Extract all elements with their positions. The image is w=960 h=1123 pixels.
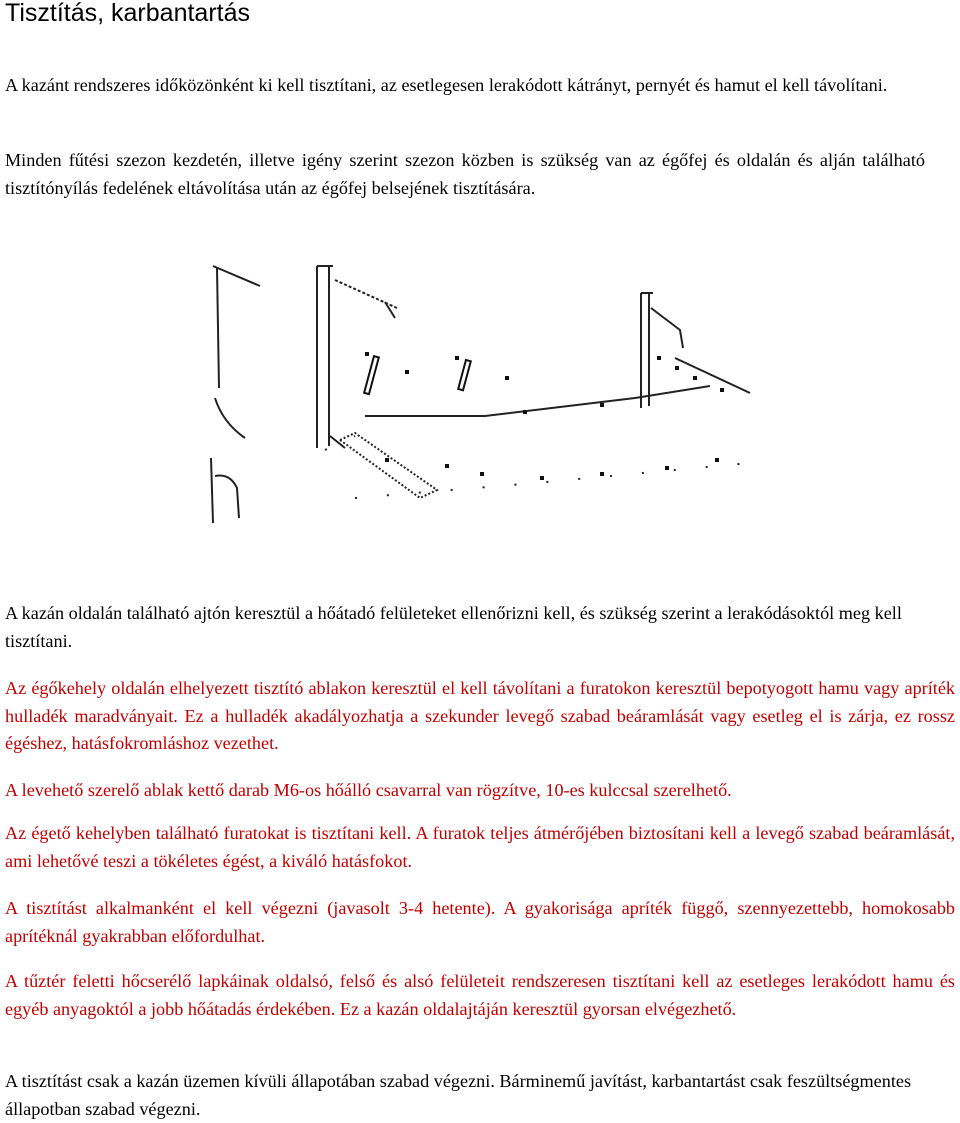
paragraph-burner-cleaning	[5, 147, 925, 202]
paragraph-side-door	[5, 600, 925, 655]
paragraph-frequency-text-a: A tisztítást alkalmanként el kell végezni (javasolt 3-4 hetente).	[5, 898, 496, 918]
paragraph-holes-text-b: A furatok teljes átmérőjében biztosítani kell a levegő szabad beáramlását, ami lehetővé teszi a tökéletes égést, a kiváló hatásfokot.	[5, 823, 955, 871]
paragraph-heat-exchanger-text-a: A tűztér feletti hőcserélő lapkáinak oldalsó, felső és alsó felületeit rendszeresen tisztítani kell az esetleges lerakódott hamu és egyéb anyagoktól a jobb hőátadás érdekében.	[5, 971, 955, 1019]
paragraph-frequency-text-b: A gyakorisága apríték függő, szennyezettebb, homokosabb aprítéknál gyakrabban előfordulhat.	[5, 898, 956, 946]
paragraph-frequency	[5, 895, 955, 950]
paragraph-holes-text-a: Az égető kehelyben található furatokat is tisztítani kell.	[5, 823, 412, 843]
paragraph-side-door-text: A kazán oldalán található ajtón keresztül a hőátadó felületeket ellenőrizni kell, és szükség szerint a lerakódásoktól meg kell tisztítani.	[5, 603, 902, 651]
paragraph-holes	[5, 820, 955, 875]
paragraph-mounting-window-text: A levehető szerelő ablak kettő darab M6-os hőálló csavarral van rögzítve, 10-es kulccsal szerelhető.	[5, 780, 732, 800]
paragraph-cleaning-window-text-b: Ez a hulladék akadályozhatja a szekunder levegő szabad beáramlását vagy esetleg el is zárja, ez rossz égéshez, hatásfokromláshoz vezethet.	[5, 705, 955, 754]
paragraph-mounting-window	[5, 777, 955, 805]
page-title: Tisztítás, karbantartás	[5, 0, 250, 27]
paragraph-heat-exchanger-text-b: Ez a kazán oldalajtáján keresztül gyorsan elvégezhető.	[339, 998, 737, 1019]
paragraph-safety-text-a: A tisztítást csak a kazán üzemen kívüli állapotában szabad végezni.	[5, 1071, 495, 1091]
boiler-cleaning-illustration	[205, 258, 760, 533]
boiler-line-drawing	[205, 258, 760, 533]
paragraph-intro	[5, 72, 925, 100]
paragraph-heat-exchanger	[5, 968, 955, 1023]
paragraph-cleaning-window	[5, 675, 955, 758]
paragraph-cleaning-window-text-a: Az égőkehely oldalán elhelyezett tisztító ablakon keresztül el kell távolítani a furatokon keresztül bepotyogott hamu vagy apríték hulladék maradványait.	[5, 678, 955, 726]
paragraph-burner-cleaning-text: Minden fűtési szezon kezdetén, illetve igény szerint szezon közben is szükség van az égőfej és oldalán és alján található tisztítónyílás fedelének eltávolítása után az égőfej belsejének tisztítására.	[5, 150, 925, 198]
paragraph-safety-text-b: Bárminemű javítást, karbantartást csak feszültségmentes állapotban szabad végezni.	[5, 1071, 912, 1119]
paragraph-intro-text: A kazánt rendszeres időközönként ki kell tisztítani, az esetlegesen lerakódott kátrányt, pernyét és hamut el kell távolítani.	[5, 75, 888, 95]
paragraph-safety	[5, 1068, 925, 1123]
